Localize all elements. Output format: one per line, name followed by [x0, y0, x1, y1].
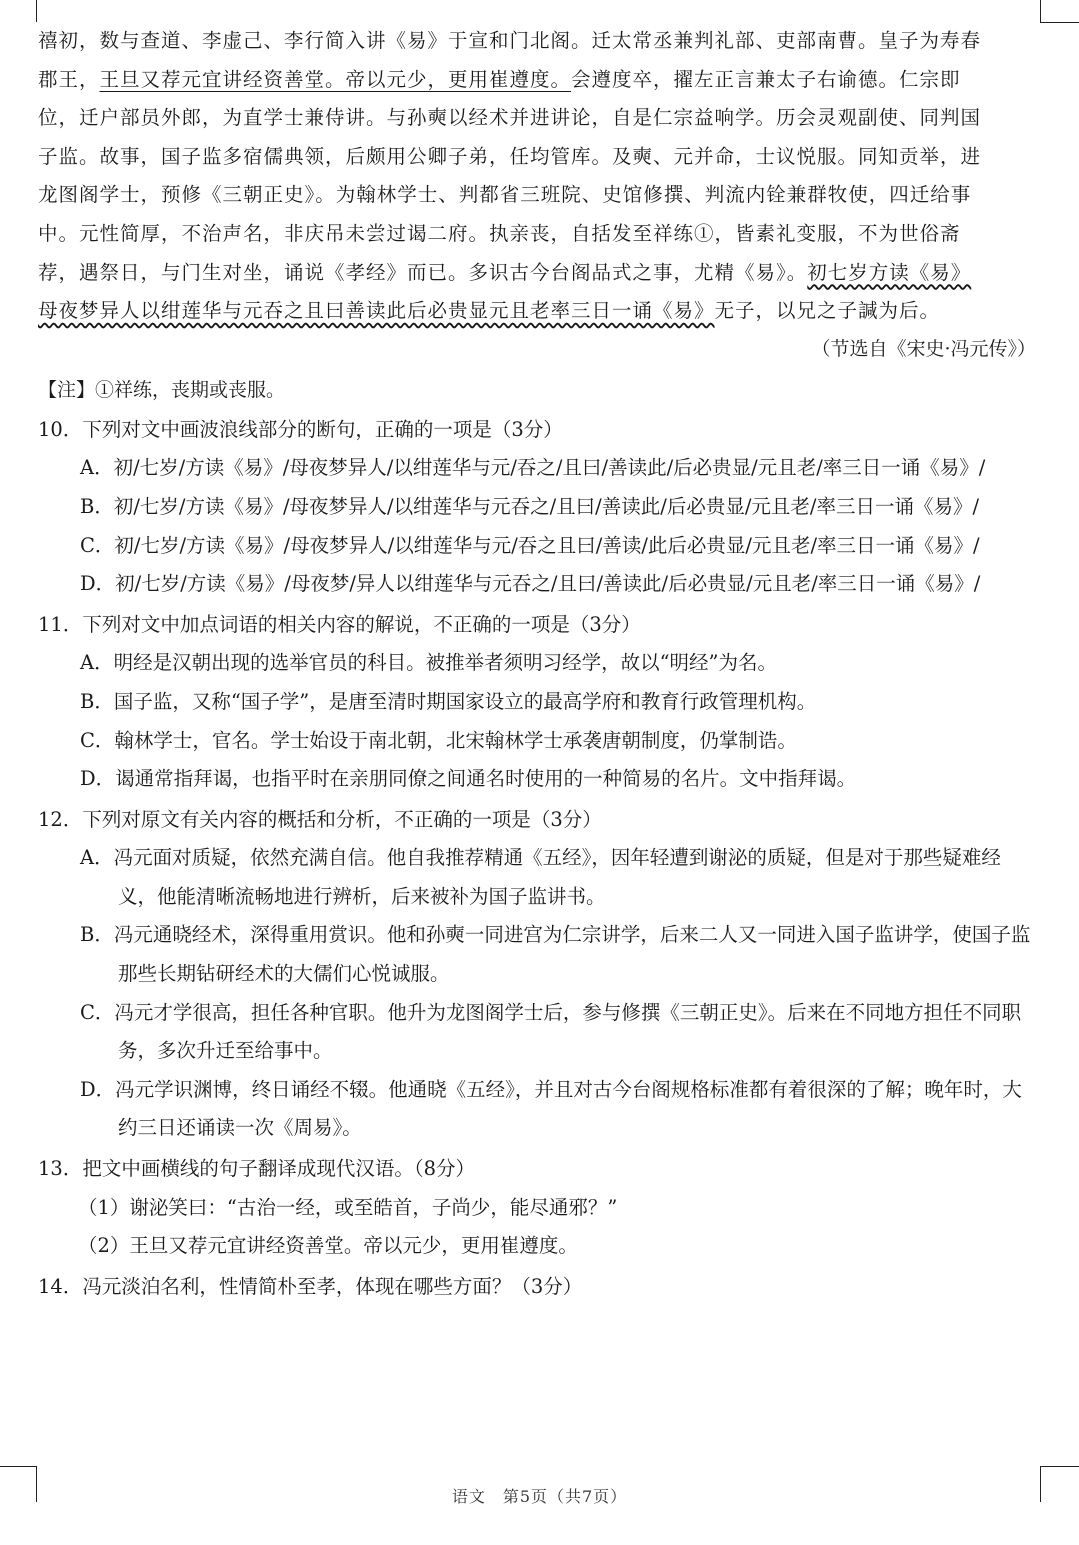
question-10-option-a[interactable]: A．初/七岁/方读《易》/母夜梦异人/以绀莲华与元/吞之/且曰/善读此/后必贵显/元且老/率三日一诵《易》/ — [80, 456, 986, 480]
wavy-underlined-text: 母夜梦异人以绀莲华与元吞之且曰善读此后必贵显元且老率三日一诵《易》 — [38, 299, 715, 323]
passage-line — [38, 254, 1038, 293]
question-13-item-2: （2）王旦又荐元宜讲经资善堂。帝以元少，更用崔遵度。 — [78, 1234, 578, 1258]
underlined-sentence: 王旦又荐元宜讲经资善堂。帝以元少，更用崔遵度。 — [99, 67, 572, 91]
question-14-stem: 14．冯元淡泊名利，性情简朴至孝，体现在哪些方面？（3分） — [38, 1274, 583, 1298]
passage-line: 位，迁户部员外郎，为直学士兼侍讲。与孙奭以经术并进讲论，自是仁宗益响学。历会灵观副使、同判国 — [38, 106, 982, 130]
question-10-option-c[interactable]: C．初/七岁/方读《易》/母夜梦异人/以绀莲华与元/吞之且曰/善读/此后必贵显/元且老/率三日一诵《易》/ — [80, 533, 980, 557]
passage-line — [38, 292, 1038, 331]
source-citation: （节选自《宋史·冯元传》） — [811, 337, 1036, 360]
passage-line: 中。元性简厚，不治声名，非庆吊未尝过谒二府。执亲丧，自括发至祥练①，皆素礼变服，不为世俗斋 — [38, 221, 961, 245]
wavy-underlined-text: 初七岁方读《易》 — [807, 260, 972, 284]
question-12-option-d[interactable]: D．冯元学识渊博，终日诵经不辍。他通晓《五经》，并且对古今台阁规格标准都有着很深的了解；晚年时，大约三日还诵读一次《周易》。 — [80, 1077, 1022, 1140]
question-12-option-b[interactable]: B．冯元通晓经术，深得重用赏识。他和孙奭一同进宫为仁宗讲学，后来二人又一同进入国子监讲学，使国子监那些长期钻研经术的大儒们心悦诚服。 — [80, 923, 1031, 986]
question-12-option-a[interactable]: A．冯元面对质疑，依然充满自信。他自我推荐精通《五经》，因年轻遭到谢泌的质疑，但是对于那些疑难经义，他能清晰流畅地进行辨析，后来被补为国子监讲书。 — [80, 846, 1001, 908]
crop-mark-bottom-left-h — [0, 1466, 36, 1467]
passage-line — [38, 61, 1038, 100]
question-12-stem: 12．下列对原文有关内容的概括和分析，不正确的一项是（3分） — [38, 807, 602, 831]
question-11-option-a[interactable]: A．明经是汉朝出现的选举官员的科目。被推举者须明习经学，故以“明经”为名。 — [80, 651, 778, 675]
question-11-option-d[interactable]: D．谒通常指拜谒，也指平时在亲朋同僚之间通名时使用的一种简易的名片。文中指拜谒。 — [80, 767, 857, 791]
passage — [38, 22, 1038, 367]
question-10-option-b[interactable]: B．初/七岁/方读《易》/母夜梦异人/以绀莲华与元吞之/且曰/善读此/后必贵显/元且老/率三日一诵《易》/ — [80, 494, 980, 518]
passage-text: 郡王， — [38, 67, 100, 91]
crop-mark-top-right — [1040, 0, 1041, 22]
question-10-option-d[interactable]: D．初/七岁/方读《易》/母夜梦/异人以绀莲华与元吞之/且曰/善读此/后必贵显/元且老/率三日一诵《易》/ — [80, 572, 981, 596]
question-11-option-c[interactable]: C．翰林学士，官名。学士始设于南北朝，北宋翰林学士承袭唐朝制度，仍掌制诰。 — [80, 728, 797, 752]
passage-text: 荐，遇祭日，与门生对坐，诵说《孝经》而已。多识古今台阁品式之事，尤精《易》。 — [38, 260, 808, 284]
crop-mark-top-left — [36, 0, 37, 22]
passage-line: 禧初，数与查道、李虚己、李行简入讲《易》于宣和门北阁。迁太常丞兼判礼部、吏部南曹。皇子为寿春 — [38, 29, 982, 52]
question-11-stem: 11．下列对文中加点词语的相关内容的解说，不正确的一项是（3分） — [38, 612, 641, 636]
passage-text: 无子，以兄之子諴为后。 — [714, 299, 941, 323]
passage-text: 会遵度卒，擢左正言兼太子右谕德。仁宗即 — [571, 67, 961, 91]
question-12-option-c[interactable]: C．冯元才学很高，担任各种官职。他升为龙图阁学士后，参与修撰《三朝正史》。后来在不同地方担任不同职务，多次升迁至给事中。 — [80, 1000, 1022, 1063]
page-footer: 语文 第5页（共7页） — [451, 1487, 628, 1506]
question-13-stem: 13．把文中画横线的句子翻译成现代汉语。（8分） — [38, 1157, 475, 1181]
question-13-item-1: （1）谢泌笑曰：“古治一经，或至皓首，子尚少，能尽通邪？” — [78, 1195, 618, 1219]
footnote: 【注】①祥练，丧期或丧服。 — [38, 378, 286, 401]
crop-mark-top-right-h — [1040, 22, 1079, 23]
passage-line: 龙图阁学士，预修《三朝正史》。为翰林学士、判都省三班院、史馆修撰、判流内铨兼群牧使，四迁给事 — [38, 183, 972, 207]
question-10-stem: 10．下列对文中画波浪线部分的断句，正确的一项是（3分） — [38, 417, 563, 441]
passage-line: 子监。故事，国子监多宿儒典领，后颇用公卿子弟，任均管库。及奭、元并命，士议悦服。同知贡举，进 — [38, 144, 982, 168]
crop-mark-bottom-right-h — [1040, 1466, 1079, 1467]
question-11-option-b[interactable]: B．国子监，又称“国子学”，是唐至清时期国家设立的最高学府和教育行政管理机构。 — [80, 689, 817, 713]
page-content — [38, 22, 1038, 1306]
